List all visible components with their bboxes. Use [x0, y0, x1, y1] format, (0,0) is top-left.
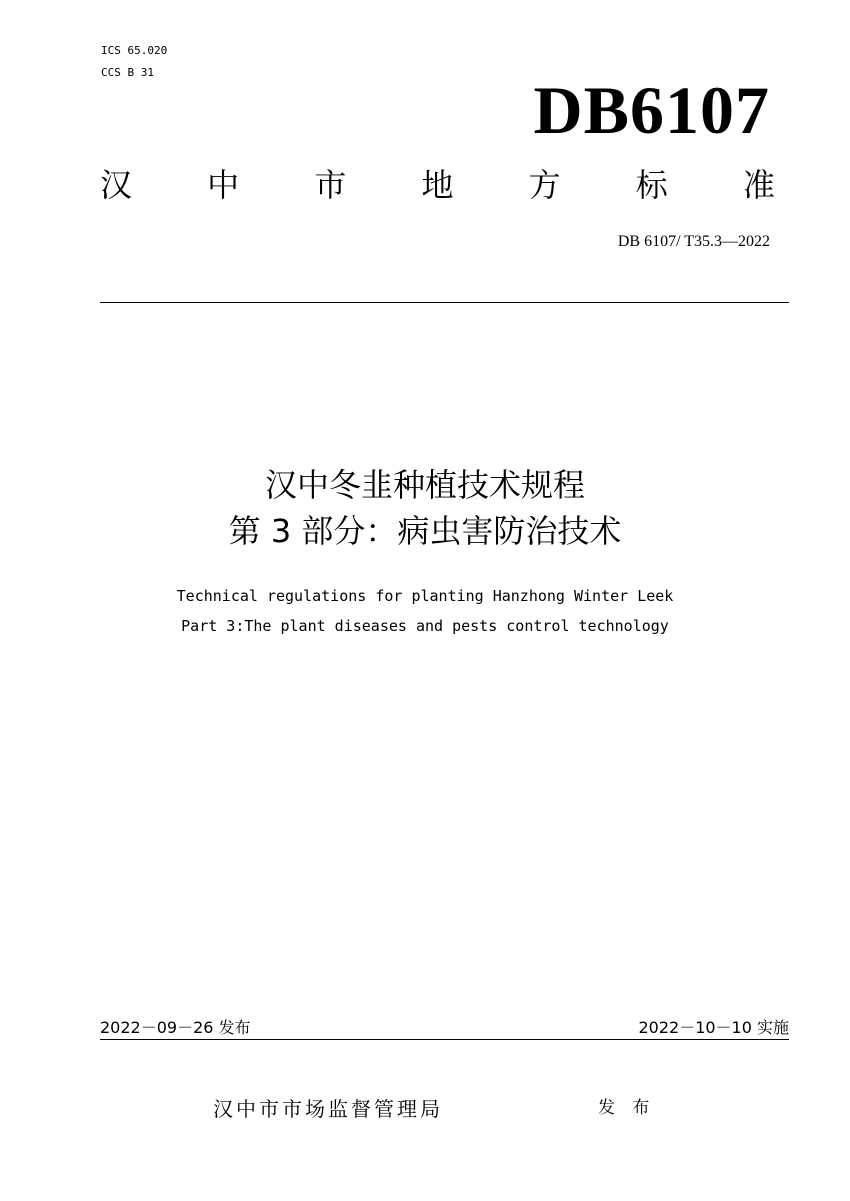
standard-type-char: 中 [207, 166, 240, 204]
footer-divider [100, 1039, 789, 1040]
standard-type-char: 方 [528, 166, 561, 204]
standard-type-char: 市 [314, 166, 347, 204]
standard-type-char: 汉 [100, 166, 133, 204]
standard-type-char: 准 [742, 166, 775, 204]
standard-number: DB 6107/ T35.3—2022 [617, 233, 770, 250]
standard-type-heading [100, 163, 775, 207]
title-en-line2: Part 3:The plant diseases and pests control technology [181, 617, 669, 635]
title-en-line1: Technical regulations for planting Hanzhong Winter Leek [176, 587, 674, 605]
ics-code: ICS 65.020 [101, 44, 168, 57]
title-cn-line1: 汉中冬韭种植技术规程 [264, 466, 585, 504]
header-divider [100, 302, 789, 303]
implement-date: 2022－10－10 实施 [638, 1018, 789, 1037]
standard-type-char: 标 [635, 166, 668, 204]
ccs-code: CCS B 31 [101, 66, 154, 79]
standard-type-char: 地 [421, 166, 454, 204]
publish-label: 发 布 [598, 1098, 656, 1118]
standard-logo: DB6107 [533, 72, 770, 148]
title-cn-line2: 第 3 部分：病虫害防治技术 [228, 512, 622, 550]
issuing-authority: 汉中市市场监督管理局 [213, 1097, 443, 1121]
issue-date: 2022－09－26 发布 [100, 1018, 251, 1037]
